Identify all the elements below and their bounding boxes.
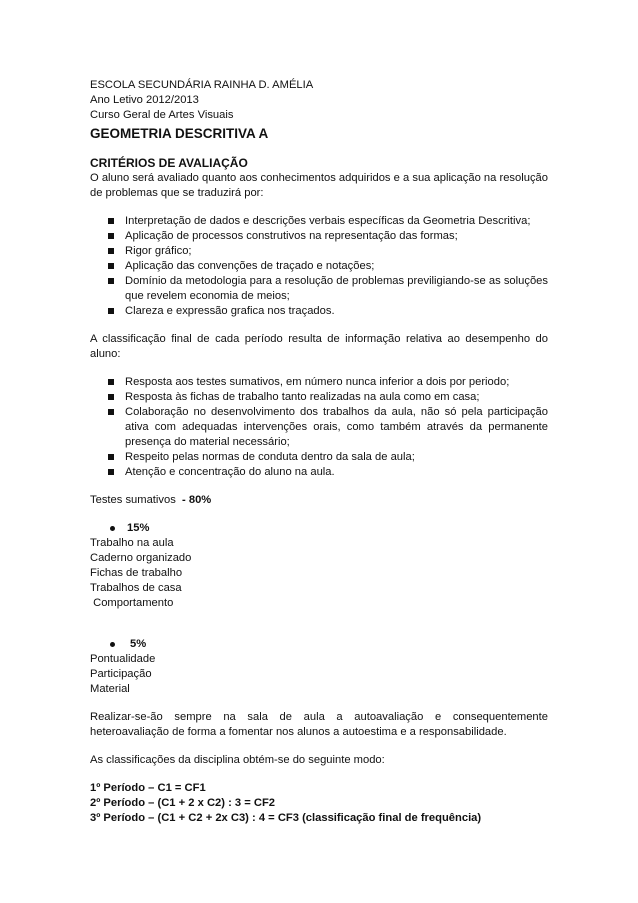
- list-item: Aplicação de processos construtivos na representação das formas;: [90, 229, 548, 244]
- list-item: Colaboração no desenvolvimento dos trabalhos da aula, não só pela participação ativa com adequadas intervenções orais, como também através da permanente presença do material necessário;: [90, 405, 548, 450]
- formula-line: 1º Período – C1 = CF1: [90, 782, 206, 794]
- criteria-title: CRITÉRIOS DE AVALIAÇÃO: [90, 156, 248, 170]
- list-item: Resposta aos testes sumativos, em número nunca inferior a dois por periodo;: [90, 375, 548, 390]
- group1-item: Caderno organizado: [90, 552, 192, 564]
- group2-item: Participação: [90, 668, 152, 680]
- list-item: Clareza e expressão grafica nos traçados.: [90, 304, 548, 319]
- school-name: ESCOLA SECUNDÁRIA RAINHA D. AMÉLIA: [90, 79, 314, 91]
- group1-percent: 15%: [90, 521, 548, 536]
- list-item: Respeito pelas normas de conduta dentro da sala de aula;: [90, 450, 548, 465]
- group2-item: Pontualidade: [90, 653, 156, 665]
- group2-percent: 5%: [90, 637, 548, 652]
- list-item: Interpretação de dados e descrições verbais específicas da Geometria Descritiva;: [90, 214, 548, 229]
- tests-weight: [90, 493, 548, 508]
- group1-item: Fichas de trabalho: [90, 567, 183, 579]
- self-evaluation-text: Realizar-se-ão sempre na sala de aula a autoavaliação e consequentemente heteroavaliação de forma a fomentar nos alunos a autoestima e a responsabilidade.: [90, 711, 548, 738]
- course-name: Curso Geral de Artes Visuais: [90, 109, 234, 121]
- formula-line: 3º Período – (C1 + C2 + 2x C3) : 4 = CF3 (classificação final de frequência): [90, 812, 482, 824]
- classification-list: [90, 375, 548, 480]
- criteria-list: [90, 214, 548, 319]
- classification-intro: A classificação final de cada período resulta de informação relativa ao desempenho do aluno:: [90, 333, 548, 360]
- list-item: Resposta às fichas de trabalho tanto realizadas na aula como em casa;: [90, 390, 548, 405]
- document-page: [90, 78, 548, 826]
- group1-item: Trabalho na aula: [90, 537, 174, 549]
- list-item: Rigor gráfico;: [90, 244, 548, 259]
- group2-item: Material: [90, 683, 130, 695]
- list-item: Atenção e concentração do aluno na aula.: [90, 465, 548, 480]
- tests-label: Testes sumativos: [90, 494, 176, 506]
- school-year: Ano Letivo 2012/2013: [90, 94, 199, 106]
- group1-item: Trabalhos de casa: [90, 582, 182, 594]
- list-item: Domínio da metodologia para a resolução de problemas previligiando-se as soluções que revelem economia de meios;: [90, 274, 548, 304]
- tests-value: - 80%: [182, 494, 212, 506]
- criteria-intro: O aluno será avaliado quanto aos conhecimentos adquiridos e a sua aplicação na resolução de problemas que se traduzirá por:: [90, 172, 548, 199]
- formula-line: 2º Período – (C1 + 2 x C2) : 3 = CF2: [90, 797, 276, 809]
- group1-item: Comportamento: [90, 597, 174, 609]
- list-item: Aplicação das convenções de traçado e notações;: [90, 259, 548, 274]
- subject-title: GEOMETRIA DESCRITIVA A: [90, 126, 269, 141]
- formula-intro: As classificações da disciplina obtém-se do seguinte modo:: [90, 754, 385, 766]
